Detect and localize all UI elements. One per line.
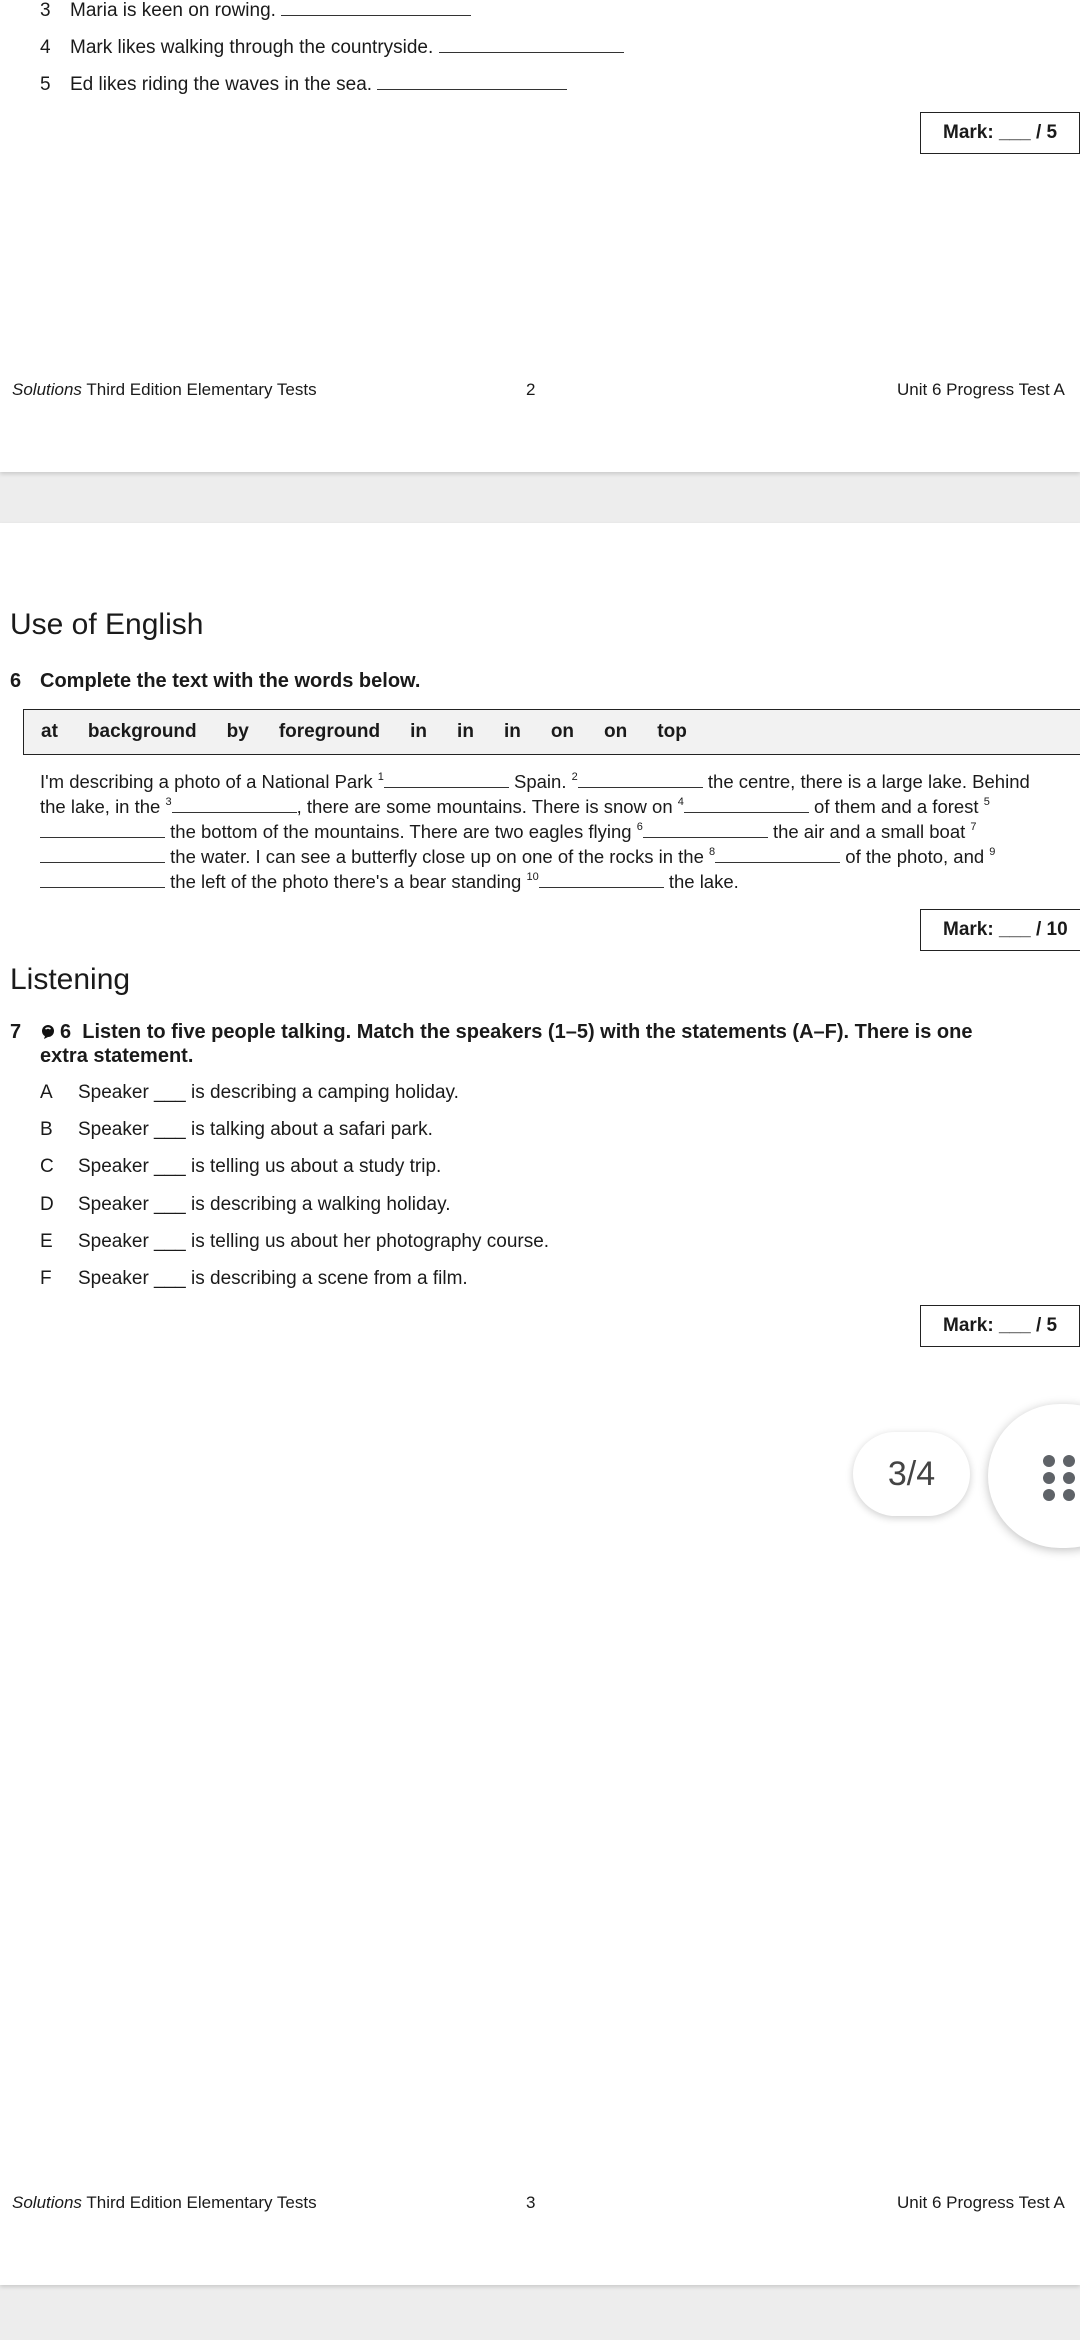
document-page-2 [0,0,1080,472]
question-item-4: 4 Mark likes walking through the countryside. [40,37,624,59]
gap-blank [539,873,664,888]
question-item-5: 5 Ed likes riding the waves in the sea. [40,74,567,96]
gap-blank [40,848,165,863]
word-bank-item: in [457,721,474,742]
statement-a: A Speaker ___ is describing a camping holiday. [40,1082,459,1103]
statement-e: E Speaker ___ is telling us about her photography course. [40,1231,550,1252]
footer-page-number: 3 [526,2193,536,2212]
word-bank [23,709,1080,755]
page-indicator[interactable]: 3/4 [853,1432,970,1516]
gap-blank [684,798,809,813]
gap-blank [715,848,840,863]
task-7-heading: 7 6 Listen to five people talking. Match the speakers (1–5) with the statements (A–F). There is one extra statement. [10,1021,973,1067]
answer-blank [281,1,471,16]
word-bank-item: background [87,721,197,742]
answer-blank [377,75,567,90]
word-bank-item: at [41,721,58,742]
task-6-heading: 6 Complete the text with the words below. [10,670,421,692]
footer-title: Solutions Third Edition Elementary Tests [12,2193,317,2212]
gap-blank [578,773,703,788]
grid-dots-icon [1041,1453,1080,1503]
mark-box: Mark: ___ / 5 [920,112,1080,154]
question-item-3: 3 Maria is keen on rowing. [40,0,471,22]
statement-c: C Speaker ___ is telling us about a study trip. [40,1156,442,1177]
section-heading-listening: Listening [10,963,131,996]
word-bank-item: on [550,721,575,742]
word-bank-item: in [410,721,428,742]
word-bank-item: by [226,721,249,742]
document-page-3 [0,523,1080,2285]
word-bank-item: in [503,721,521,742]
gap-blank [172,798,297,813]
word-bank-item: foreground [278,721,381,742]
footer-title: Solutions Third Edition Elementary Tests [12,380,317,399]
footer-unit: Unit 6 Progress Test A [897,2193,1065,2212]
word-bank-item: top [657,721,687,742]
gap-blank [384,773,509,788]
answer-blank [439,38,624,53]
statement-d: D Speaker ___ is describing a walking holiday. [40,1194,451,1215]
word-bank-item: on [604,721,628,742]
audio-icon [40,1022,56,1038]
mark-box: Mark: ___ / 5 [920,1305,1080,1347]
mark-box: Mark: ___ / 10 [920,909,1080,951]
section-heading-use-of-english: Use of English [10,608,204,641]
gap-blank [40,873,165,888]
gap-fill-passage: I'm describing a photo of a National Park $^1$ Spain. $^2$ the centre, there is a large lake. Behind the lake, in the $^3$ , there are some mountains. There is snow on $^4$ of them and a forest $^5$ the bottom of the mountains. There are two eagles flying $^6$ the air and a small boat $^7$ the water. I can see a butterfly close up on one of the rocks in the $^8$ of the photo, and $^9$ the left of the photo there's a bear standing $^{10}$ the lake. [40,771,1030,892]
statement-f: F Speaker ___ is describing a scene from a film. [40,1268,468,1289]
statement-b: B Speaker ___ is talking about a safari park. [40,1119,433,1140]
footer-page-number: 2 [526,380,536,399]
gap-blank [40,823,165,838]
footer-unit: Unit 6 Progress Test A [897,380,1065,399]
gap-blank [643,823,768,838]
